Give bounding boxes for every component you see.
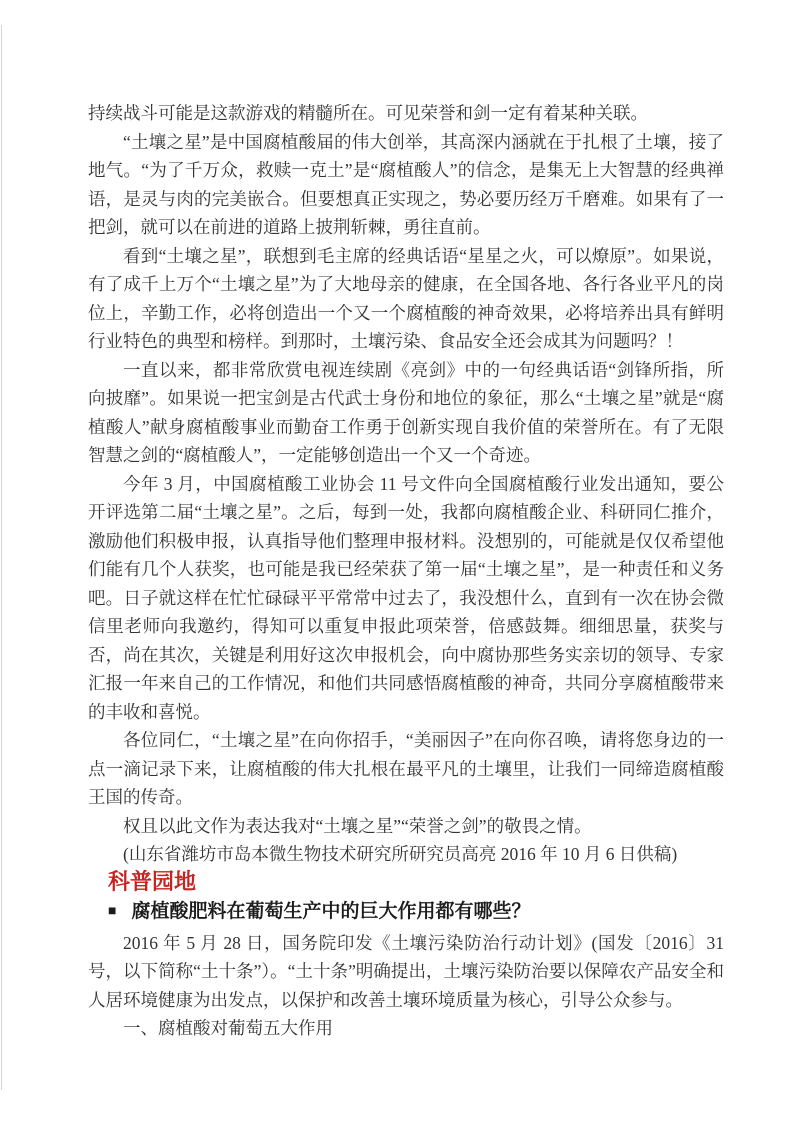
paragraph: 今年 3 月，中国腐植酸工业协会 11 号文件向全国腐植酸行业发出通知，要公开评选第二届“土壤之星”。之后，每到一处，我都向腐植酸企业、科研同仁推介，激励他们积极申报，认真指导他们整理申报材料。没想别的，可能就是仅仅希望他们能有几个人获奖，也可能是我已经荣获了第一届“土壤之星”，是一种责任和义务吧。日子就这样在忙忙碌碌平平常常中过去了，我没想什么，直到有一次在协会微信里老师向我邀约，得知可以重复申报此项荣誉，倍感鼓舞。细细思量，获奖与否，尚在其次，关键是利用好这次申报机会，向中腐协那些务实亲切的领导、专家汇报一年来自己的工作情况，和他们共同感悟腐植酸的神奇，共同分享腐植酸带来的丰收和喜悦。 — [88, 473, 724, 722]
paragraph: 一直以来，都非常欣赏电视连续剧《亮剑》中的一句经典话语“剑锋所指，所向披靡”。如果说一把宝剑是古代武士身份和地位的象征，那么“土壤之星”就是“腐植酸人”献身腐植酸事业而勤奋工作勇于创新实现自我价值的荣誉所在。有了无限智慧之剑的“腐植酸人”，一定能够创造出一个又一个奇迹。 — [88, 359, 724, 465]
article-title-text: 腐植酸肥料在葡萄生产中的巨大作用都有哪些？ — [131, 900, 531, 922]
column-heading: 科普园地 — [108, 868, 197, 894]
article-paragraph: 2016 年 5 月 28 日，国务院印发《土壤污染防治行动计划》(国发〔2016〕31 号，以下简称“土十条”）。“土十条”明确提出，土壤污染防治要以保障农产品安全和人居环境健康为出发点，以保护和改善土壤环境质量为核心，引导公众参与。 — [88, 932, 724, 1010]
article-title — [108, 899, 724, 926]
paragraph-continuation: 持续战斗可能是这款游戏的精髓所在。可见荣誉和剑一定有着某种关联。 — [88, 103, 648, 123]
article-subheading: 一、腐植酸对葡萄五大作用 — [123, 1018, 333, 1038]
paragraph: 权且以此文作为表达我对“土壤之星”“荣誉之剑”的敬畏之情。 — [123, 815, 592, 836]
paragraph: “土壤之星”是中国腐植酸届的伟大创举，其高深内涵就在于扎根了土壤，接了地气。“为了千万众，救赎一克土”是“腐植酸人”的信念，是集无上大智慧的经典禅语，是灵与肉的完美嵌合。但要想真正实现之，势必要历经万千磨难。如果有了一把剑，就可以在前进的道路上披荆斩棘，勇往直前。 — [88, 131, 724, 237]
byline: (山东省潍坊市岛本微生物技术研究所研究员高亮 2016 年 10 月 6 日供稿) — [123, 844, 678, 864]
paragraph: 各位同仁，“土壤之星”在向你招手，“美丽因子”在向你召唤，请将您身边的一点一滴记录下来，让腐植酸的伟大扎根在最平凡的土壤里，让我们一同缔造腐植酸王国的传奇。 — [88, 730, 724, 807]
page-content — [88, 99, 724, 1043]
square-bullet-icon: ■ — [108, 903, 117, 919]
scan-edge-artifact — [1, 25, 2, 1090]
paragraph: 看到“土壤之星”，联想到毛主席的经典话语“星星之火，可以燎原”。如果说，有了成千上万个“土壤之星”为了大地母亲的健康，在全国各地、各行各业平凡的岗位上，辛勤工作，必将创造出一个又一个腐植酸的神奇效果，必将培养出具有鲜明行业特色的典型和榜样。到那时，土壤污染、食品安全还会成其为问题吗？！ — [88, 245, 724, 351]
